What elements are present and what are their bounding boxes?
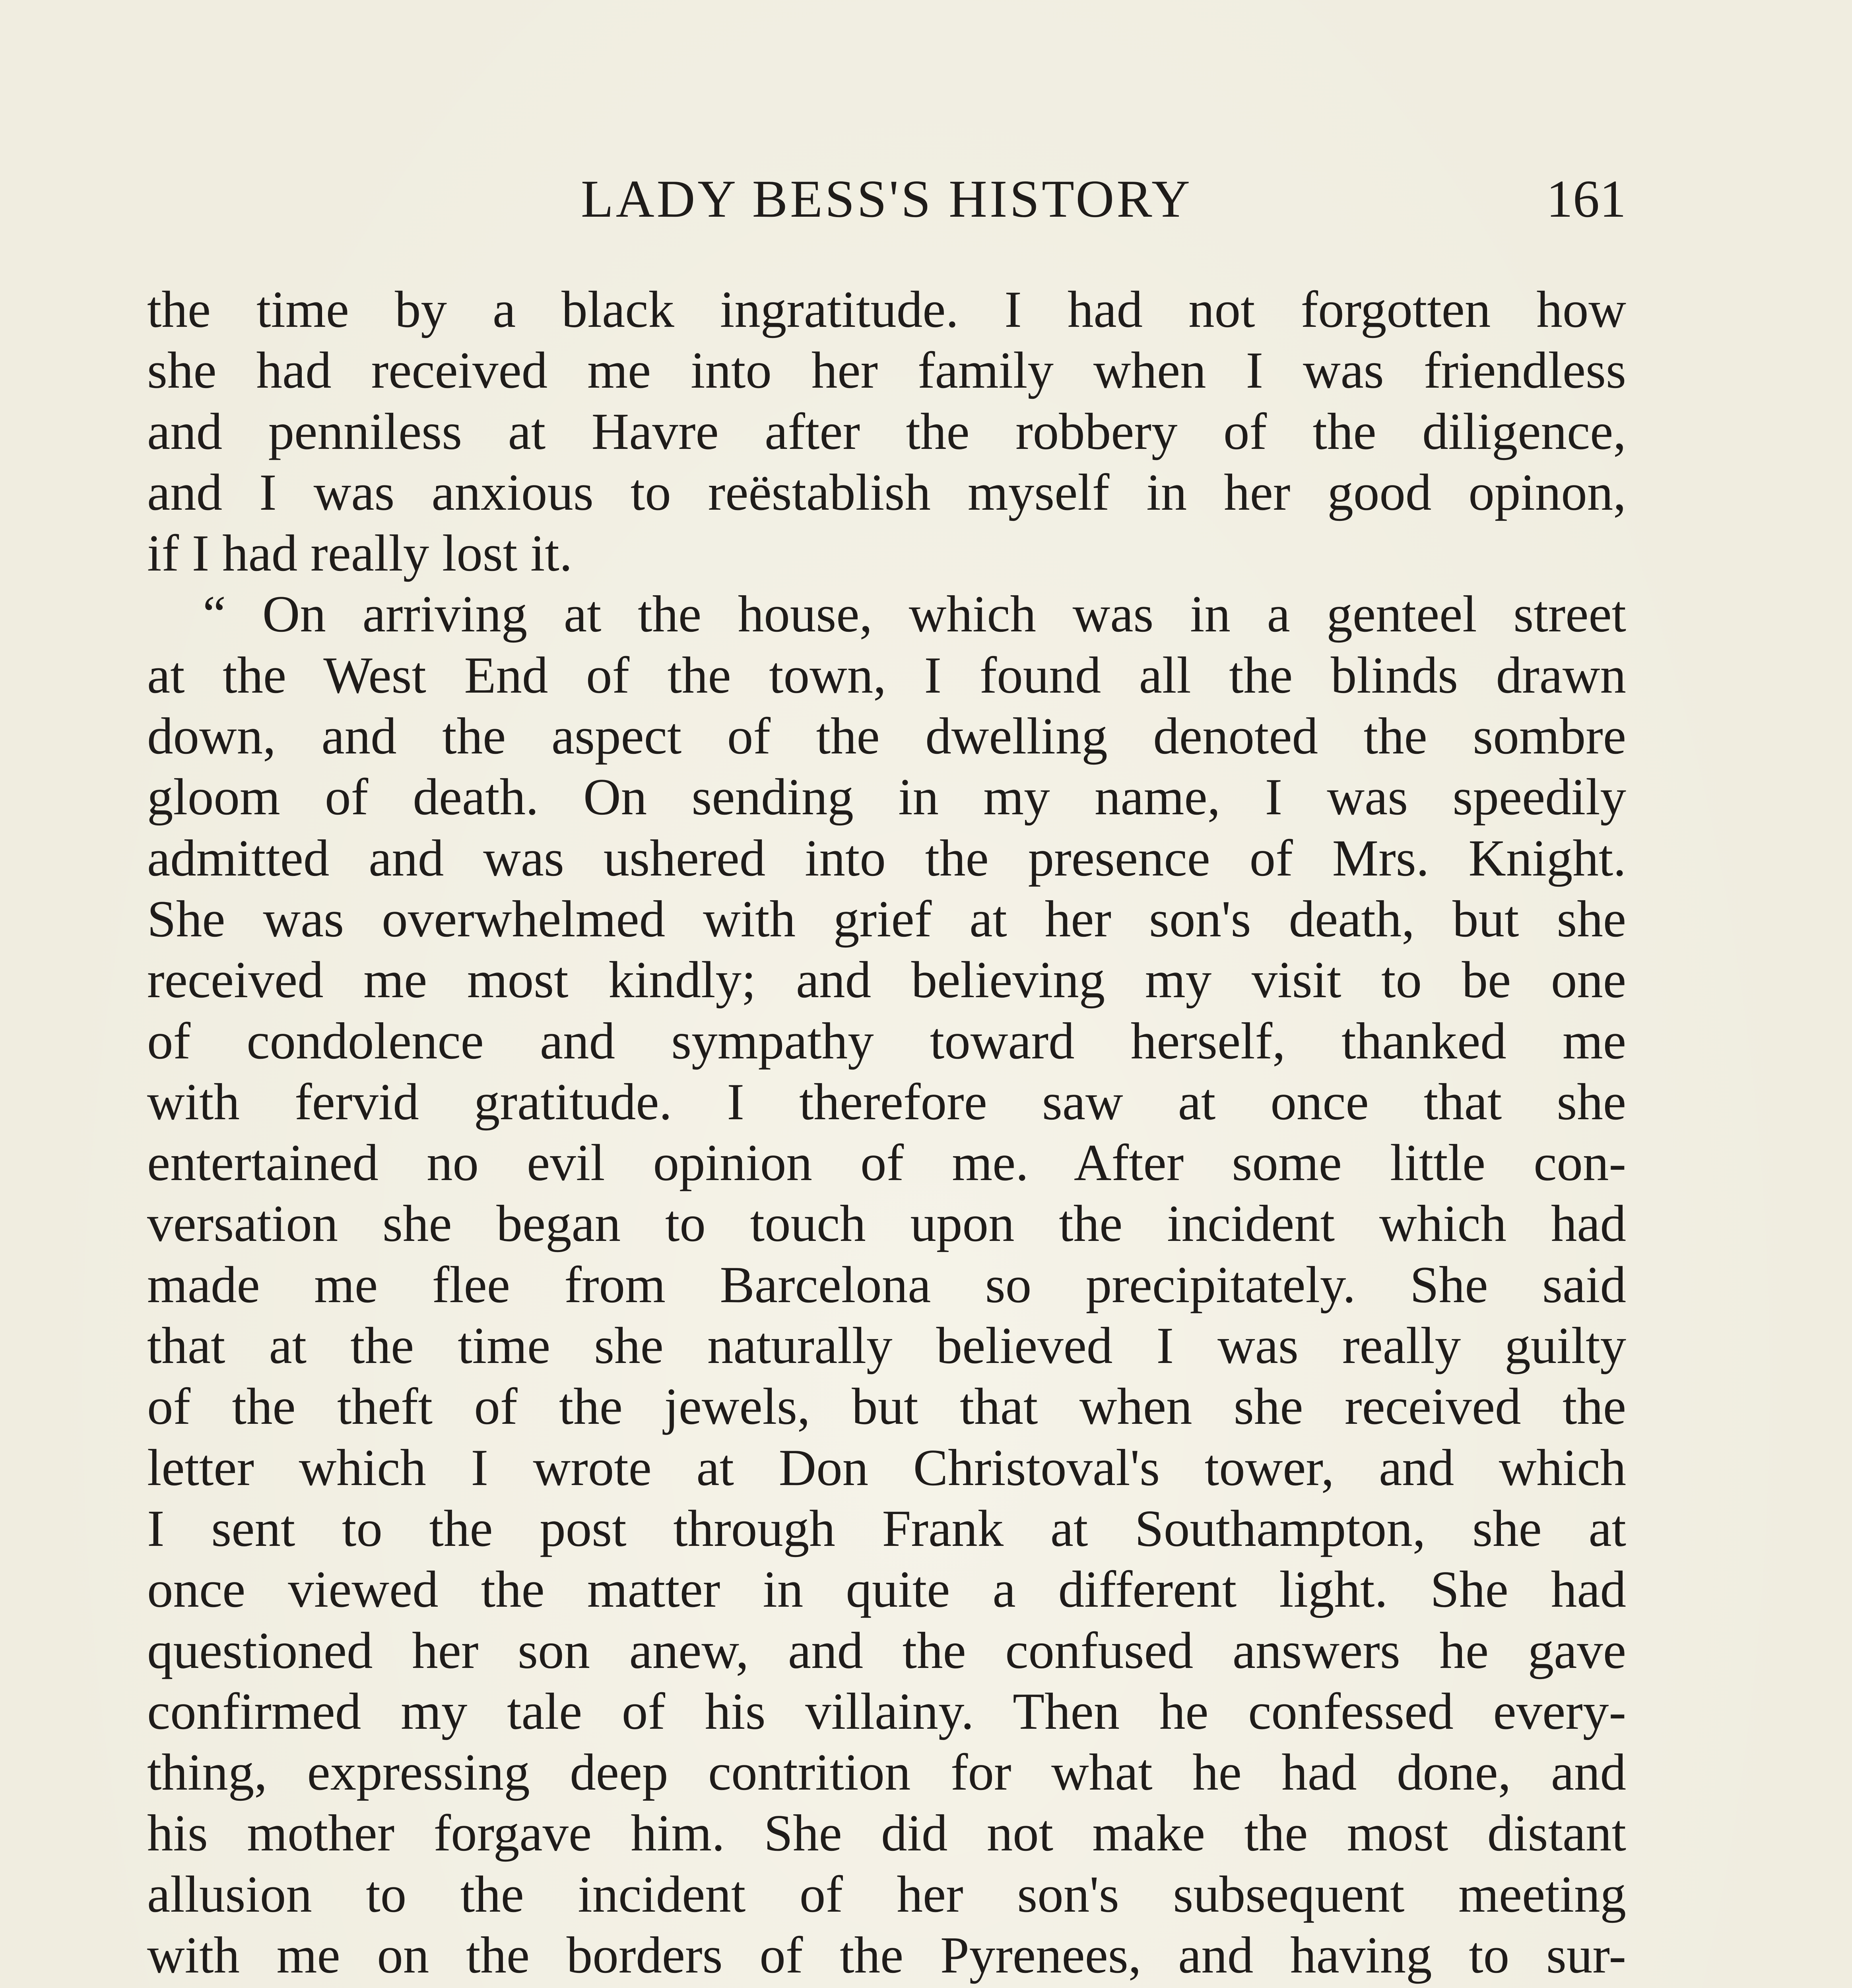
text-line: entertained no evil opinion of me. After some little con-	[147, 1134, 1626, 1192]
body-text	[147, 279, 1626, 1988]
text-line: confirmed my tale of his villainy. Then he confessed every-	[147, 1682, 1626, 1740]
text-line: with fervid gratitude. I therefore saw at once that she	[147, 1073, 1626, 1131]
text-line: gloom of death. On sending in my name, I was speedily	[147, 768, 1626, 826]
text-line: down, and the aspect of the dwelling denoted the sombre	[147, 707, 1626, 765]
text-line: with me on the borders of the Pyrenees, and having to sur-	[147, 1926, 1626, 1984]
text-line: “ On arriving at the house, which was in a genteel street	[203, 585, 1626, 643]
text-line: his mother forgave him. She did not make the most distant	[147, 1804, 1626, 1862]
text-line: the time by a black ingratitude. I had not forgotten how	[147, 281, 1626, 338]
running-head	[147, 159, 1626, 239]
running-title: LADY BESS'S HISTORY	[580, 169, 1192, 228]
text-line: of the theft of the jewels, but that when she received the	[147, 1378, 1626, 1436]
text-line: if I had really lost it.	[147, 524, 573, 582]
text-line: thing, expressing deep contrition for what he had done, and	[147, 1743, 1626, 1802]
text-line: she had received me into her family when I was friendless	[147, 342, 1626, 400]
text-line	[147, 1986, 1626, 1988]
text-line: letter which I wrote at Don Christoval's tower, and which	[147, 1439, 1626, 1497]
text-line: allusion to the incident of her son's subsequent meeting	[147, 1865, 1626, 1923]
text-line: received me most kindly; and believing my visit to be one	[147, 951, 1626, 1009]
text-line: questioned her son anew, and the confused answers he gave	[147, 1621, 1626, 1679]
text-line: that at the time she naturally believed I was really guilty	[147, 1317, 1626, 1375]
text-line: and penniless at Havre after the robbery of the diligence,	[147, 402, 1626, 460]
text-line: and I was anxious to reëstablish myself in her good opinon,	[147, 463, 1626, 521]
text-line: made me flee from Barcelona so precipitately. She said	[147, 1256, 1626, 1314]
text-line: She was overwhelmed with grief at her son's death, but she	[147, 890, 1626, 948]
text-line: I sent to the post through Frank at Southampton, she at	[147, 1499, 1626, 1557]
text-line: admitted and was ushered into the presence of Mrs. Knight.	[147, 829, 1626, 887]
text-line: versation she began to touch upon the incident which had	[147, 1195, 1626, 1253]
text-line: at the West End of the town, I found all the blinds drawn	[147, 646, 1626, 704]
text-line: once viewed the matter in quite a different light. She had	[147, 1561, 1626, 1619]
text-line: of condolence and sympathy toward herself, thanked me	[147, 1012, 1626, 1070]
page-number: 161	[1546, 169, 1626, 228]
